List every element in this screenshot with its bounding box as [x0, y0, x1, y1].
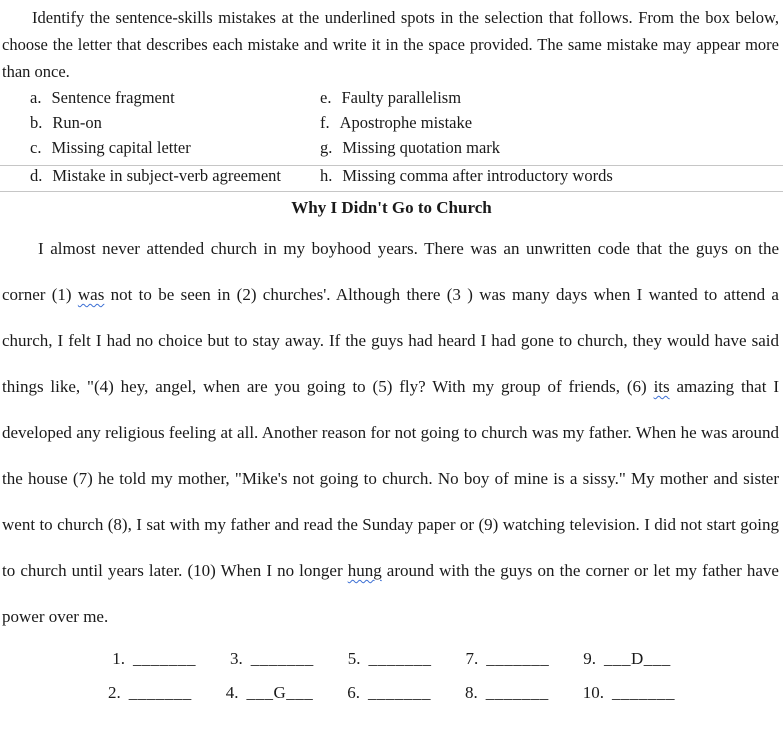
answer-blank[interactable]: _______ [486, 649, 550, 668]
answer-slot [112, 642, 196, 676]
answer-blank[interactable]: _______ [128, 683, 192, 702]
option-letter: a. [30, 88, 42, 107]
answer-blank[interactable]: _______ [368, 683, 432, 702]
option-item [0, 113, 320, 133]
answer-slot [583, 642, 671, 676]
answer-section [0, 642, 783, 710]
option-letter: h. [320, 166, 333, 185]
option-label: Run-on [52, 113, 102, 132]
mistake-options-box [0, 88, 783, 192]
passage-segment: I almost never attended church in my boyhood years. There was an unwritten code that the guys on the corner (1) [2, 239, 779, 304]
option-label: Missing quotation mark [342, 138, 501, 157]
answer-slot [226, 676, 314, 710]
option-label: Apostrophe mistake [339, 113, 473, 132]
option-letter: g. [320, 138, 333, 157]
option-letter: e. [320, 88, 332, 107]
answer-number: 5. [347, 649, 361, 668]
answer-number: 7. [465, 649, 479, 668]
option-item [0, 138, 320, 158]
option-label: Missing capital letter [51, 138, 191, 157]
option-letter: d. [30, 166, 43, 185]
passage-text [0, 226, 783, 640]
answer-slot [230, 642, 314, 676]
answer-blank[interactable]: _______ [250, 649, 314, 668]
answer-slot [108, 676, 192, 710]
answer-slot [348, 642, 432, 676]
option-item [320, 138, 500, 158]
option-label: Missing comma after introductory words [342, 166, 613, 185]
answer-number: 1. [112, 649, 125, 668]
passage-segment: amazing that I developed any religious feeling at all. Another reason for not going to church was my father. When he was around the house (7) he told my mother, "Mike's not going to church. No boy of mine is a sissy." My mother and sister went to church (8), I sat with my father and read the Sunday paper or (9) watching television. I did not start going to church until years later. (10) When I no longer [2, 377, 779, 580]
answer-row [0, 642, 783, 676]
answer-slot [583, 676, 675, 710]
option-item [320, 113, 472, 133]
option-item [0, 166, 320, 186]
answer-blank[interactable]: ___D___ [603, 649, 671, 668]
passage-title: Why I Didn't Go to Church [291, 198, 492, 217]
answer-slot [465, 676, 549, 710]
answer-number: 3. [229, 649, 243, 668]
option-row [0, 166, 783, 191]
answer-number: 9. [583, 649, 596, 668]
grammar-underlined-word: hung [347, 561, 382, 580]
answer-row [0, 676, 783, 710]
option-item [0, 88, 320, 108]
option-item [320, 166, 613, 186]
option-letter: b. [30, 113, 43, 132]
grammar-underlined-word: its [653, 377, 670, 396]
instructions-paragraph: Identify the sentence-skills mistakes at the underlined spots in the selection that follows. From the box below, choose the letter that describes each mistake and write it in the space provided. The same mistake may appear more than once. [2, 8, 779, 81]
passage-segment: around with the guys on the corner or let my father have power over me. [2, 561, 779, 626]
answer-blank[interactable]: _______ [612, 683, 676, 702]
answer-blank[interactable]: _______ [485, 683, 549, 702]
option-row [0, 138, 783, 166]
answer-slot [465, 642, 549, 676]
answer-blank[interactable]: _______ [368, 649, 432, 668]
option-label: Sentence fragment [51, 88, 175, 107]
grammar-underlined-word: was [77, 285, 105, 304]
option-letter: c. [30, 138, 42, 157]
option-row [0, 88, 783, 113]
option-row [0, 113, 783, 138]
answer-number: 10. [582, 683, 605, 702]
answer-number: 2. [107, 683, 121, 702]
option-item [320, 88, 461, 108]
answer-number: 4. [225, 683, 239, 702]
answer-blank[interactable]: ___G___ [246, 683, 314, 702]
answer-slot [347, 676, 431, 710]
option-label: Mistake in subject-verb agreement [52, 166, 281, 185]
passage-segment: not to be seen in (2) churches'. Although there (3 ) was many days when I wanted to attend a church, I felt I had no choice but to stay away. If the guys had heard I had gone to church, they would have said things like, "(4) hey, angel, when are you going to (5) fly? With my group of friends, (6) [2, 285, 779, 396]
answer-number: 6. [347, 683, 361, 702]
answer-number: 8. [465, 683, 478, 702]
answer-blank[interactable]: _______ [132, 649, 196, 668]
option-label: Faulty parallelism [341, 88, 462, 107]
option-letter: f. [320, 113, 330, 132]
